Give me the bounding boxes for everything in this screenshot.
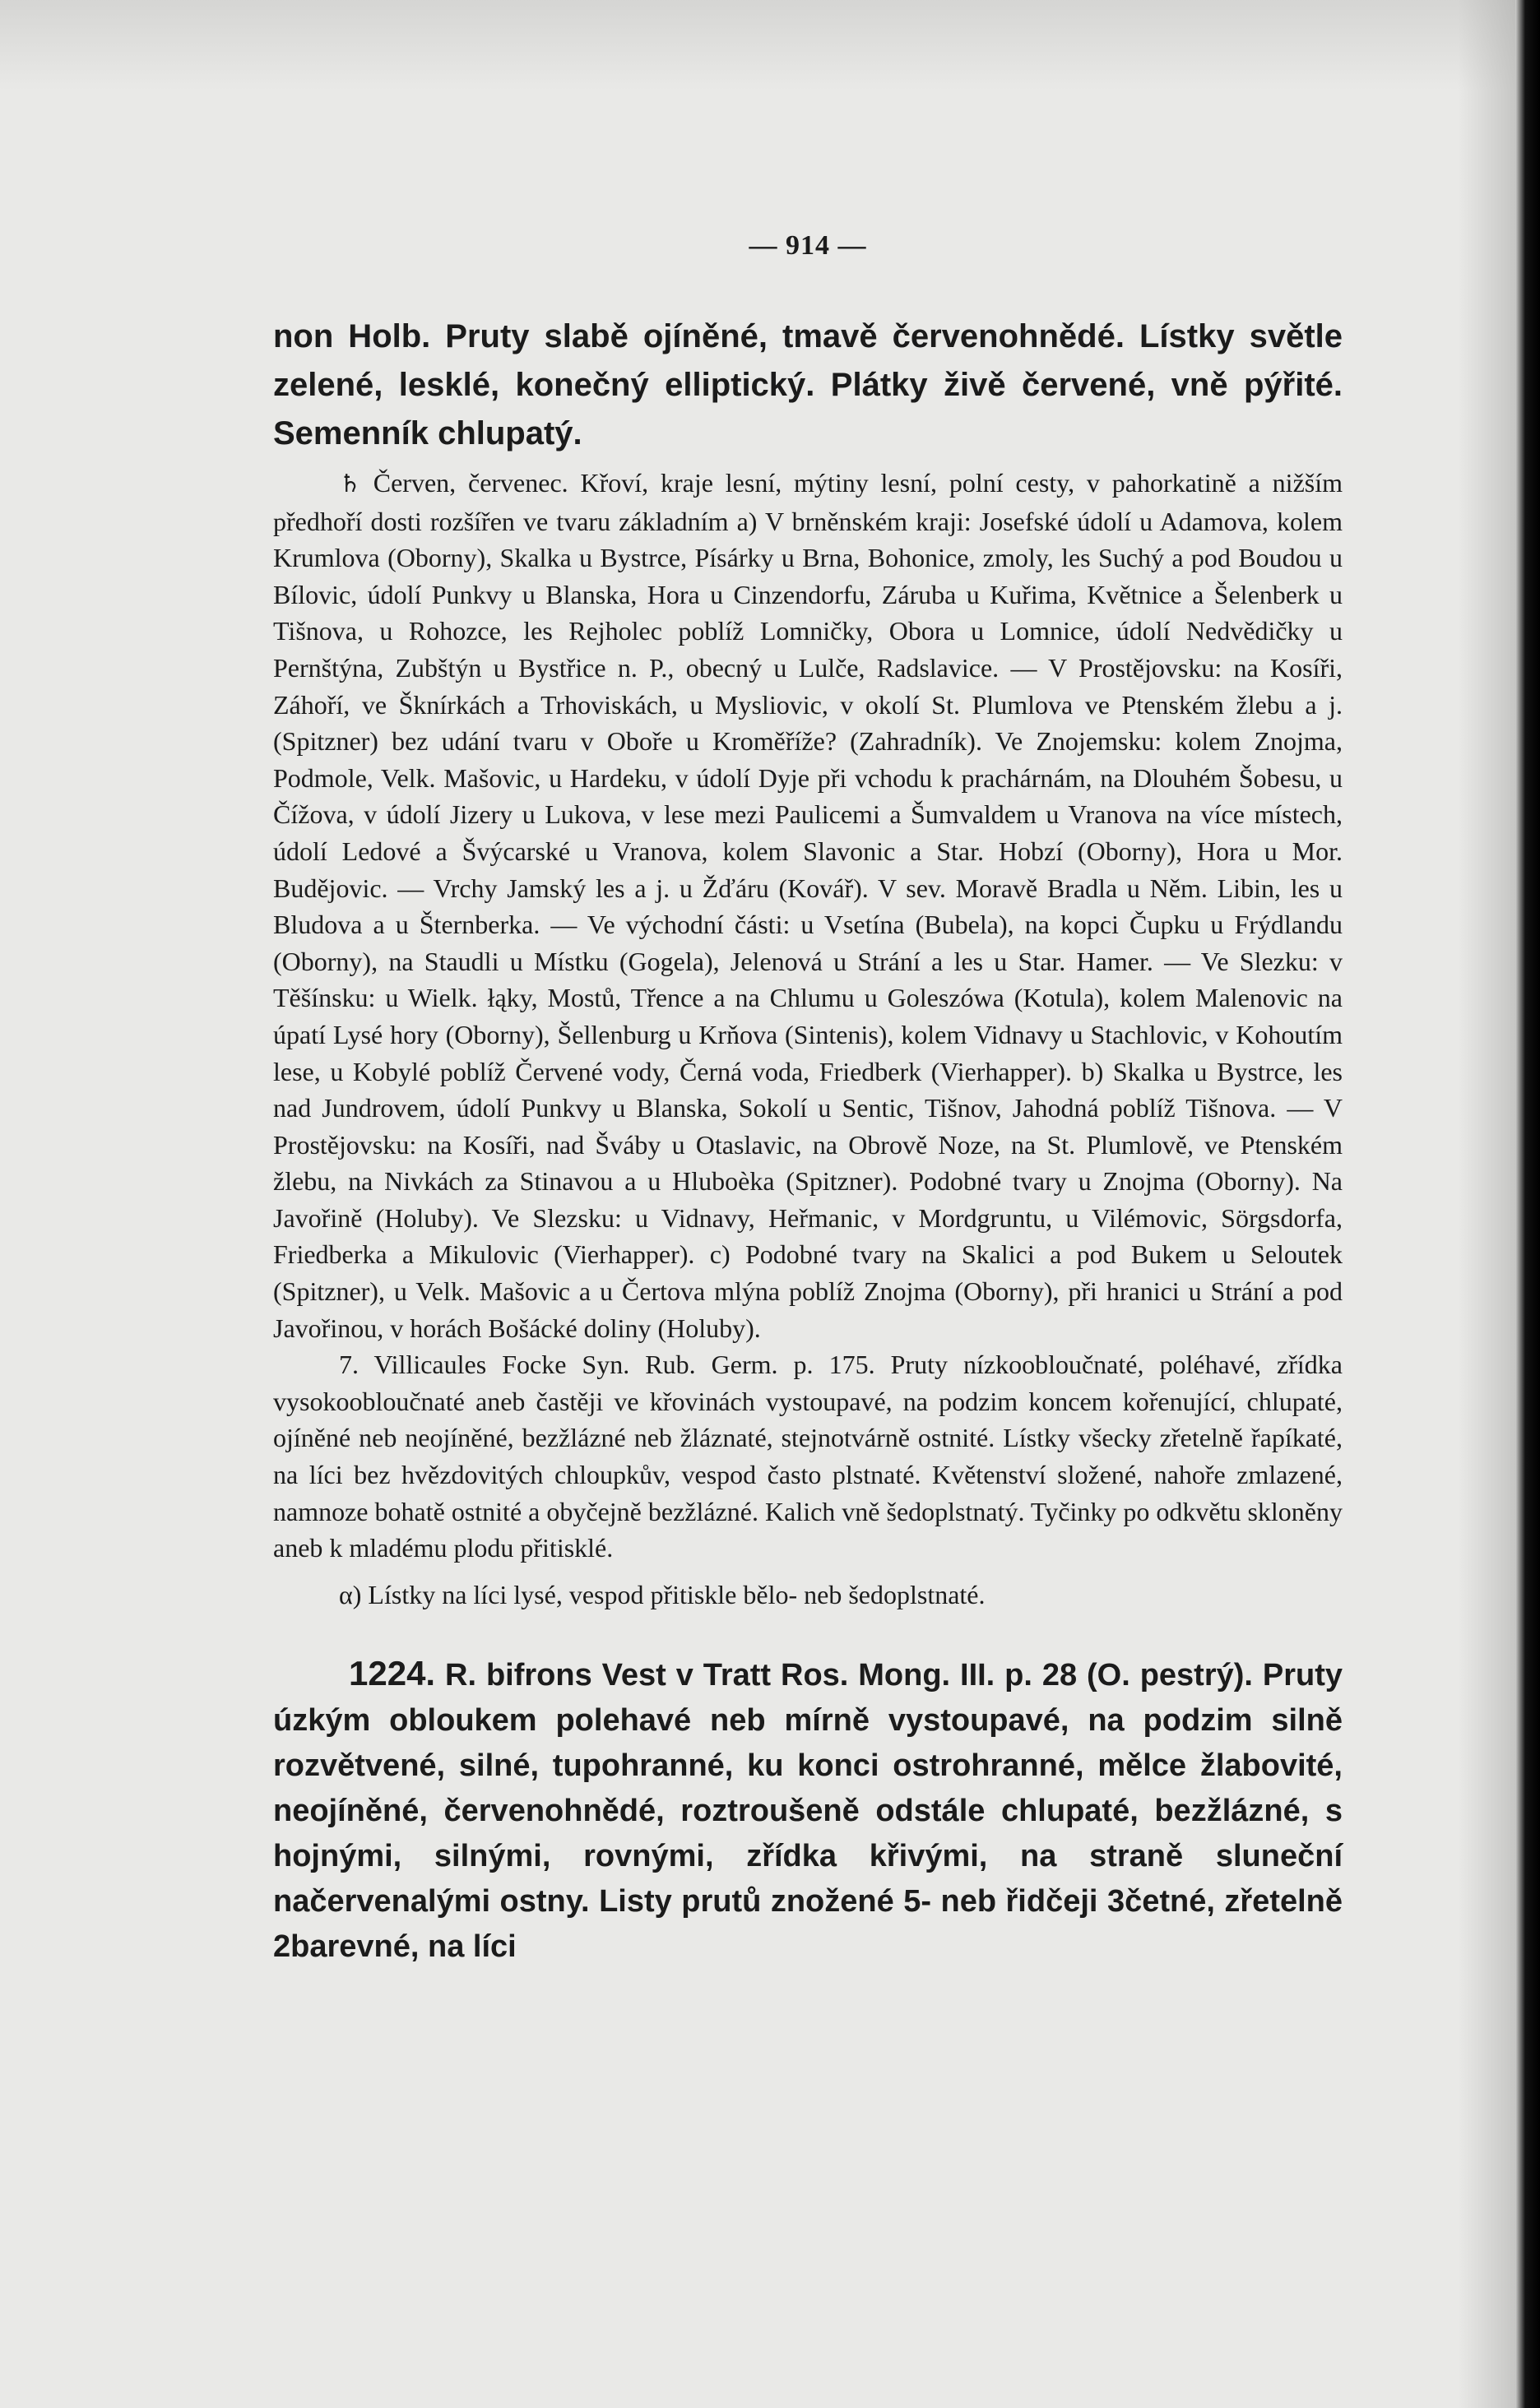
perennial-symbol-icon: ♄ bbox=[339, 470, 361, 498]
continued-description: non Holb. Pruty slabě ojíněné, tmavě červenohnědé. Lístky světle zelené, lesklé, konečný elliptický. Plátky živě červené, vně pýřité. Semenník chlupatý. bbox=[273, 318, 1343, 452]
scan-border-right bbox=[1515, 0, 1540, 2408]
scan-shadow-right bbox=[1458, 0, 1515, 2408]
species-number: 1224. bbox=[349, 1654, 436, 1693]
distribution-text: Červen, červenec. Křoví, kraje lesní, mýtiny lesní, polní cesty, v pahorkatině a nižším předhoří dosti rozšířen ve tvaru základním a) V brněnském kraji: Josefské údolí u Adamova, kolem Krumlova (Oborny), Skalka u Bystrce, Písárky u Brna, Bohonice, zmoly, les Suchý a pod Boudou u Bílovic, údolí Punkvy u Blanska, Hora u Cinzendorfu, Záruba u Kuřima, Květnice a Šelenberk u Tišnova, u Rohozce, les Rejholec poblíž Lomničky, Obora u Lomnice, údolí Nedvědičky u Pernštýna, Zubštýn u Bystřice n. P., obecný u Lulče, Radslavice. — V Prostějovsku: na Kosíři, Záhoří, ve Šknírkách a Trhoviskách, u Mysliovic, v okolí St. Plumlova ve Ptenském žlebu a j. (Spitzner) bez udání tvaru v Oboře u Kroměříže? (Zahradník). Ve Znojemsku: kolem Znojma, Podmole, Velk. Mašovic, u Hardeku, v údolí Dyje při vchodu k prachárnám, na Dlouhém Šobesu, u Čížova, v údolí Jizery u Lukova, v lese mezi Paulicemi a Šumvaldem u Vranova na více místech, údolí Ledové a Švýcarské u Vranova, kolem Slavonic a Star. Hobzí (Oborny), Hora u Mor. Budějovic. — Vrchy Jamský les a j. u Žďáru (Kovář). V sev. Moravě Bradla u Něm. Libin, les u Bludova a u Šternberka. — Ve východní části: u Vsetína (Bubela), na kopci Čupku u Frýdlandu (Oborny), na Staudli u Místku (Gogela), Jelenová u Strání a les u Star. Hamer. — Ve Slezku: v Těšínsku: u Wielk. łąky, Mostů, Třence a na Chlumu u Goleszówa (Kotula), kolem Malenovic na úpatí Lysé hory (Oborny), Šellenburg u Krňova (Sintenis), kolem Vidnavy u Stachlovic, v Kohoutím lese, u Kobylé poblíž Červené vody, Černá voda, Friedberk (Vierhapper). b) Skalka u Bystrce, les nad Jundrovem, údolí Punkvy u Blanska, Sokolí u Sentic, Tišnov, Jahodná poblíž Tišnova. — V Prostějovsku: na Kosíři, nad Šváby u Otaslavic, na Obrově Noze, na St. Plumlově, ve Ptenském žlebu, na Nivkách za Stinavou a u Hluboèka (Spitzner). Podobné tvary u Znojma (Oborny). Na Javořině (Holuby). Ve Slezsku: u Vidnavy, Heřmanic, v Mordgruntu, u Vilémovic, Sörgsdorfa, Friedberka a Mikulovic (Vierhapper). c) Podobné tvary na Skalici a pod Bukem u Seloutek (Spitzner), u Velk. Mašovic a u Čertova mlýna poblíž Znojma (Oborny), při hranici u Strání a pod Javořinou, v horách Bošácké doliny (Holuby). bbox=[273, 468, 1343, 1343]
scan-shadow-top bbox=[0, 0, 1540, 90]
subgroup-alpha-paragraph: α) Lístky na líci lysé, vespod přitiskle bělo- neb šedoplstnaté. bbox=[339, 1579, 986, 1609]
distribution-paragraph bbox=[273, 465, 1343, 1346]
species-description: R. bifrons Vest v Tratt Ros. Mong. III. p. 28 (O. pestrý). Pruty úzkým obloukem polehavé neb mírně vystoupavé, na podzim silně rozvětvené, silné, tupohranné, ku konci ostrohranné, mělce žlabovité, neojíněné, červenohnědé, roztroušeně odstále chlupaté, bezžlázné, s hojnými, silnými, rovnými, zřídka křivými, na straně sluneční načervenalými ostny. Listy prutů znožené 5- neb řidčeji 3četné, zřetelně 2barevné, na líci bbox=[273, 1658, 1343, 1965]
page-body bbox=[273, 230, 1343, 1970]
section-villicaules-paragraph: 7. Villicaules Focke Syn. Rub. Germ. p. 175. Pruty nízkoobloučnaté, poléhavé, zřídka vysokoobloučnaté aneb častěji ve křovinách vystoupavé, na podzim koncem kořenující, chlupaté, ojíněné neb neojíněné, bezžlázné neb žláznaté, stejnotvárně ostnité. Lístky všecky zřetelně řapíkaté, na líci bez hvězdovitých chloupkův, vespod často plstnaté. Květenství složené, nahoře zmlazené, namnoze bohatě ostnité a obyčejně bezžlázné. Kalich vně šedoplstnatý. Tyčinky po odkvětu skloněny aneb k mladému plodu přitisklé. bbox=[273, 1350, 1343, 1563]
species-entry-paragraph bbox=[273, 1651, 1343, 1970]
page-number: — 914 — bbox=[749, 230, 867, 261]
